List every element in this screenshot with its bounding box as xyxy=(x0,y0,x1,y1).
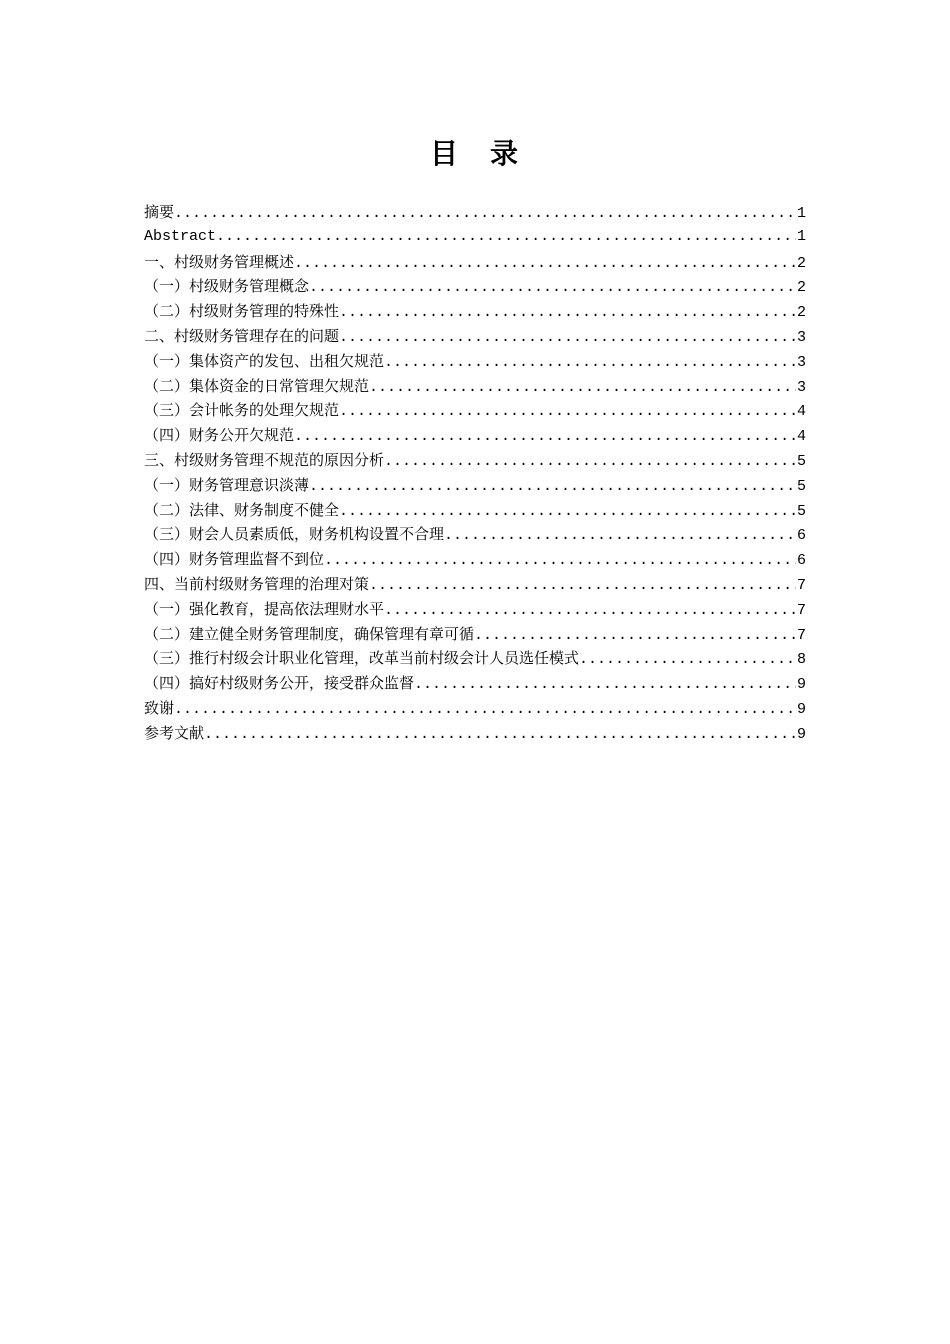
toc-entry[interactable] xyxy=(144,646,806,671)
toc-entry-text: （三）会计帐务的处理欠规范 xyxy=(144,401,340,420)
toc-entry-text: （四）财务管理监督不到位 xyxy=(144,550,325,569)
toc-dot-leader xyxy=(339,400,796,423)
toc-entry-text: （一）村级财务管理概念 xyxy=(144,277,310,296)
toc-dot-leader xyxy=(474,624,796,647)
toc-page-number: 1 xyxy=(796,227,806,245)
toc-dot-leader xyxy=(384,450,796,473)
toc-entry[interactable] xyxy=(144,374,806,399)
toc-dot-leader xyxy=(384,351,796,374)
toc-page-number: 3 xyxy=(796,353,806,371)
toc-entry-text: （二）村级财务管理的特殊性 xyxy=(144,302,340,321)
toc-entry[interactable] xyxy=(144,721,806,746)
toc-dot-leader xyxy=(414,673,796,696)
toc-dot-leader xyxy=(174,202,796,225)
toc-dot-leader xyxy=(174,698,796,721)
toc-entry-text: 四、当前村级财务管理的治理对策 xyxy=(144,574,370,593)
toc-dot-leader xyxy=(369,574,796,597)
toc-dot-leader xyxy=(339,301,796,324)
toc-dot-leader xyxy=(339,326,796,349)
toc-entry-text: 摘要 xyxy=(144,203,175,221)
toc-entry[interactable] xyxy=(144,398,806,423)
toc-entry[interactable] xyxy=(144,622,806,647)
toc-page-number: 9 xyxy=(796,700,806,718)
toc-entry-text: （一）集体资产的发包、出租欠规范 xyxy=(144,351,385,370)
toc-entry-text: （三）财会人员素质低，财务机构设置不合理 xyxy=(144,525,445,544)
toc-page-number: 6 xyxy=(796,552,806,570)
toc-entry[interactable] xyxy=(144,597,806,622)
toc-entry[interactable] xyxy=(144,250,806,275)
toc-entry[interactable] xyxy=(144,200,806,225)
toc-page-number: 2 xyxy=(796,254,806,272)
toc-entry-text: （二）建立健全财务管理制度，确保管理有章可循 xyxy=(144,624,475,643)
toc-page-number: 9 xyxy=(796,676,806,694)
toc-entry-text: 二、村级财务管理存在的问题 xyxy=(144,326,340,345)
toc-page-number: 8 xyxy=(796,651,806,669)
toc-entry[interactable] xyxy=(144,349,806,374)
toc-page-number: 4 xyxy=(796,403,806,421)
toc-entry[interactable] xyxy=(144,572,806,597)
toc-entry[interactable] xyxy=(144,498,806,523)
toc-entry-text: 参考文献 xyxy=(144,723,205,742)
toc-page-number: 6 xyxy=(796,527,806,545)
toc-entry[interactable] xyxy=(144,473,806,498)
toc-page-number: 5 xyxy=(796,477,806,495)
toc-dot-leader xyxy=(294,425,796,448)
toc-entry[interactable] xyxy=(144,423,806,448)
toc-page-number: 5 xyxy=(796,452,806,470)
toc-entry-text: （四）财务公开欠规范 xyxy=(144,426,295,445)
toc-dot-leader xyxy=(294,252,796,275)
toc-entry[interactable] xyxy=(144,547,806,572)
toc-entry[interactable] xyxy=(144,448,806,473)
toc-dot-leader xyxy=(444,524,796,547)
toc-page-number: 2 xyxy=(796,279,806,297)
toc-page-number: 3 xyxy=(796,378,806,396)
toc-dot-leader xyxy=(579,648,796,671)
toc-entry[interactable] xyxy=(144,671,806,696)
toc-page-number: 7 xyxy=(796,626,806,644)
toc-entry-text: （二）法律、财务制度不健全 xyxy=(144,500,340,519)
toc-entry-text: （三）推行村级会计职业化管理，改革当前村级会计人员选任模式 xyxy=(144,649,580,668)
toc-entry-text: （一）财务管理意识淡薄 xyxy=(144,475,310,494)
toc-entry-text: （二）集体资金的日常管理欠规范 xyxy=(144,376,370,395)
toc-page-number: 4 xyxy=(796,428,806,446)
toc-title: 目 录 xyxy=(429,137,520,170)
toc-entry-text: 三、村级财务管理不规范的原因分析 xyxy=(144,450,385,469)
toc-entry[interactable] xyxy=(144,274,806,299)
toc-dot-leader xyxy=(309,475,796,498)
toc-page-number: 7 xyxy=(796,601,806,619)
toc-page-number: 9 xyxy=(796,725,806,743)
toc-page-number: 2 xyxy=(796,304,806,322)
toc-page-number: 7 xyxy=(796,576,806,594)
toc-dot-leader xyxy=(216,225,796,250)
toc-entry-text: 致谢 xyxy=(144,698,175,717)
toc-entry-text: 一、村级财务管理概述 xyxy=(144,252,295,271)
toc-dot-leader xyxy=(204,723,796,746)
toc-page-number: 1 xyxy=(796,205,806,222)
toc-page-number: 5 xyxy=(796,502,806,520)
toc-entry[interactable] xyxy=(144,522,806,547)
toc-dot-leader xyxy=(339,500,796,523)
toc-dot-leader xyxy=(324,549,796,572)
toc-list xyxy=(144,200,806,746)
toc-dot-leader xyxy=(369,376,796,399)
toc-entry[interactable] xyxy=(144,225,806,250)
toc-entry[interactable] xyxy=(144,696,806,721)
toc-entry-text: （一）强化教育，提高依法理财水平 xyxy=(144,599,385,618)
toc-entry-text: （四）搞好村级财务公开，接受群众监督 xyxy=(144,674,415,693)
toc-page-number: 3 xyxy=(796,328,806,346)
toc-entry-text: Abstract xyxy=(144,227,217,245)
toc-dot-leader xyxy=(384,599,796,622)
toc-dot-leader xyxy=(309,276,796,299)
toc-entry[interactable] xyxy=(144,299,806,324)
toc-entry[interactable] xyxy=(144,324,806,349)
